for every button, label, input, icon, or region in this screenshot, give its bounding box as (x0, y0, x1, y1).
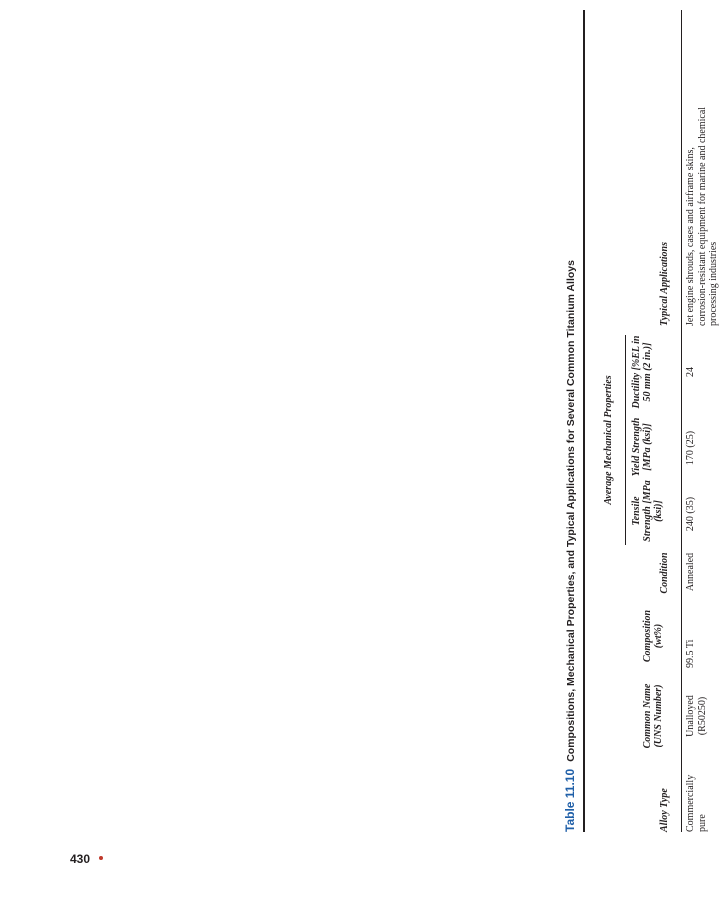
cell-composition: 99.5 Ti (685, 639, 696, 668)
header-yield-strength: Yield Strength [MPa (ksi)] (631, 417, 653, 477)
header-average-mechanical-properties: Average Mechanical Properties (603, 375, 614, 505)
header-common-name: Common Name (UNS Number) (642, 683, 664, 749)
header-alloy-type: Alloy Type (659, 788, 670, 832)
group-header-rule (625, 335, 626, 545)
cell-tensile-strength: 240 (35) (685, 496, 696, 532)
header-ductility: Ductility [%EL in 50 mm (2 in.)] (631, 335, 653, 409)
header-tensile-strength: Tensile Strength [MPa (ksi)] (631, 480, 664, 542)
page-number: 430 (70, 852, 91, 866)
cell-yield-strength: 170 (25) (685, 430, 696, 466)
rotated-table-content (563, 0, 719, 860)
table-caption (563, 12, 583, 832)
cell-alloy-type: Commercially pure (685, 774, 708, 832)
header-composition: Composition (wt%) (642, 609, 664, 663)
cell-condition: Annealed (685, 552, 696, 592)
table-number: Table 11.10 (563, 768, 577, 832)
header-bottom-rule (681, 10, 682, 832)
header-typical-applications: Typical Applications (659, 242, 670, 326)
page-marker-dot (99, 856, 103, 860)
table-top-rule (583, 10, 585, 832)
cell-common-name: Unalloyed (R50250) (685, 695, 708, 737)
table-title: Compositions, Mechanical Properties, and Typical Applications for Several Common Titanium Alloys (565, 260, 577, 762)
cell-typical-applications: Jet engine shrouds, cases and airframe skins, corrosion-resistant equipment for marine and chemical processing industries (685, 106, 719, 326)
header-condition: Condition (659, 552, 670, 594)
cell-ductility: 24 (685, 367, 696, 377)
